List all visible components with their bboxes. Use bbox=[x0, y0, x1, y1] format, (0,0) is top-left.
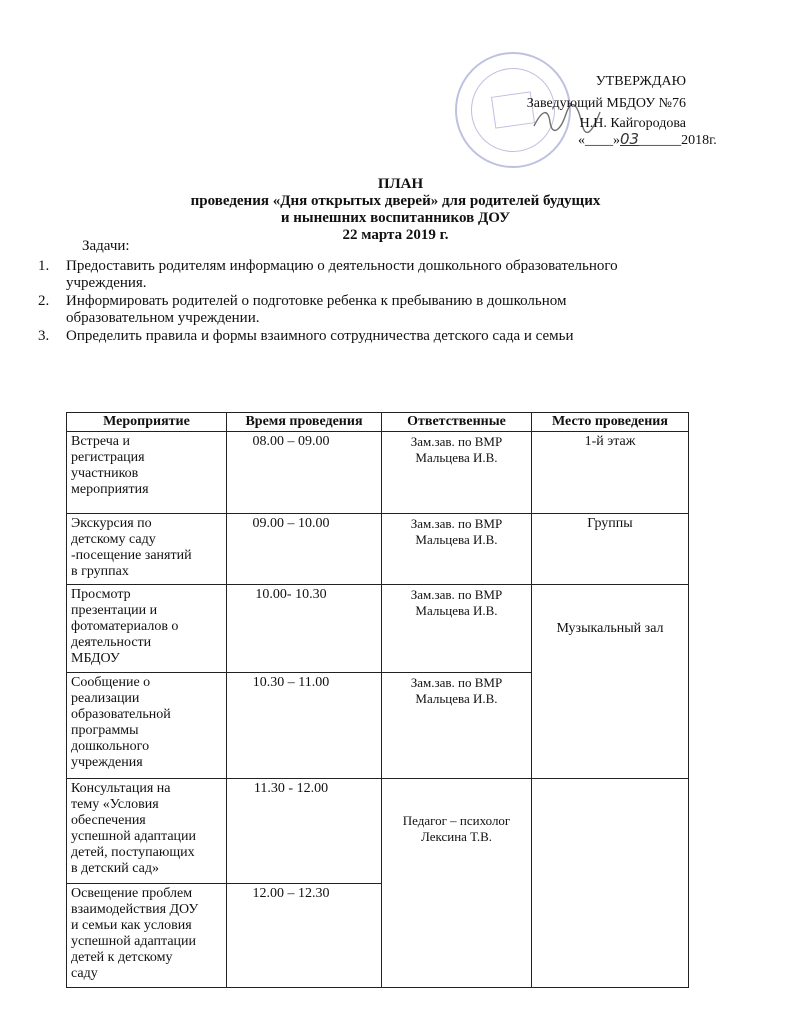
place-cell-empty bbox=[532, 779, 689, 988]
tasks-label: Задачи: bbox=[82, 238, 130, 254]
approval-position: Заведующий МБДОУ №76 bbox=[526, 96, 686, 111]
header-time: Время проведения bbox=[227, 413, 382, 432]
task-number: 3. bbox=[38, 328, 50, 344]
task-item bbox=[38, 293, 658, 327]
responsible-cell: Педагог – психолог Лексина Т.В. bbox=[382, 779, 532, 988]
table-row bbox=[67, 514, 689, 585]
approval-date-prefix: «____» bbox=[578, 133, 620, 148]
approval-date-month: 03 bbox=[620, 130, 640, 148]
event-cell: Просмотр презентации и фотоматериалов о деятельности МБДОУ bbox=[67, 585, 227, 673]
time-cell: 10.30 – 11.00 bbox=[227, 673, 382, 779]
approval-heading: УТВЕРЖДАЮ bbox=[595, 74, 686, 89]
task-item bbox=[38, 258, 658, 292]
approval-date bbox=[578, 130, 717, 150]
plan-title bbox=[0, 176, 791, 244]
header-place: Место проведения bbox=[532, 413, 689, 432]
header-responsible: Ответственные bbox=[382, 413, 532, 432]
responsible-cell: Зам.зав. по ВМР Мальцева И.В. bbox=[382, 514, 532, 585]
tasks-list bbox=[38, 258, 658, 346]
responsible-cell: Зам.зав. по ВМР Мальцева И.В. bbox=[382, 585, 532, 673]
task-item bbox=[38, 328, 658, 345]
table-header-row bbox=[67, 413, 689, 432]
task-number: 1. bbox=[38, 258, 50, 274]
table-row bbox=[67, 779, 689, 884]
approval-block bbox=[527, 72, 686, 134]
event-cell: Сообщение о реализации образовательной программы дошкольного учреждения bbox=[67, 673, 227, 779]
plan-title-date: 22 марта 2019 г. bbox=[342, 227, 449, 243]
responsible-cell: Зам.зав. по ВМР Мальцева И.В. bbox=[382, 432, 532, 514]
responsible-cell: Зам.зав. по ВМР Мальцева И.В. bbox=[382, 673, 532, 779]
plan-title-line1: ПЛАН bbox=[377, 176, 424, 192]
event-cell: Консультация на тему «Условия обеспечения успешной адаптации детей, поступающих в детский сад» bbox=[67, 779, 227, 884]
place-cell: 1-й этаж bbox=[532, 432, 689, 514]
task-number: 2. bbox=[38, 293, 50, 309]
header-event: Мероприятие bbox=[67, 413, 227, 432]
time-cell: 12.00 – 12.30 bbox=[227, 884, 382, 988]
approval-name: Н.Н. Кайгородова bbox=[579, 116, 686, 131]
time-cell: 08.00 – 09.00 bbox=[227, 432, 382, 514]
plan-title-line2: проведения «Дня открытых дверей» для родителей будущих bbox=[190, 193, 601, 209]
time-cell: 10.00- 10.30 bbox=[227, 585, 382, 673]
event-cell: Освещение проблем взаимодействия ДОУ и семьи как условия успешной адаптации детей к детскому саду bbox=[67, 884, 227, 988]
event-cell: Экскурсия по детскому саду -посещение занятий в группах bbox=[67, 514, 227, 585]
approval-date-suffix: ______2018г. bbox=[639, 133, 717, 148]
time-cell: 09.00 – 10.00 bbox=[227, 514, 382, 585]
task-text: Информировать родителей о подготовке ребенка к пребыванию в дошкольном образовательном учреждении. bbox=[66, 293, 567, 326]
task-text: Определить правила и формы взаимного сотрудничества детского сада и семьи bbox=[66, 328, 574, 344]
events-table bbox=[66, 412, 689, 988]
place-cell: Музыкальный зал bbox=[532, 585, 689, 779]
table-row bbox=[67, 585, 689, 673]
table-row bbox=[67, 432, 689, 514]
task-text: Предоставить родителям информацию о деятельности дошкольного образовательного учреждения. bbox=[66, 258, 618, 291]
event-cell: Встреча и регистрация участников мероприятия bbox=[67, 432, 227, 514]
place-cell: Группы bbox=[532, 514, 689, 585]
time-cell: 11.30 - 12.00 bbox=[227, 779, 382, 884]
plan-title-line3: и нынешних воспитанников ДОУ bbox=[280, 210, 511, 226]
